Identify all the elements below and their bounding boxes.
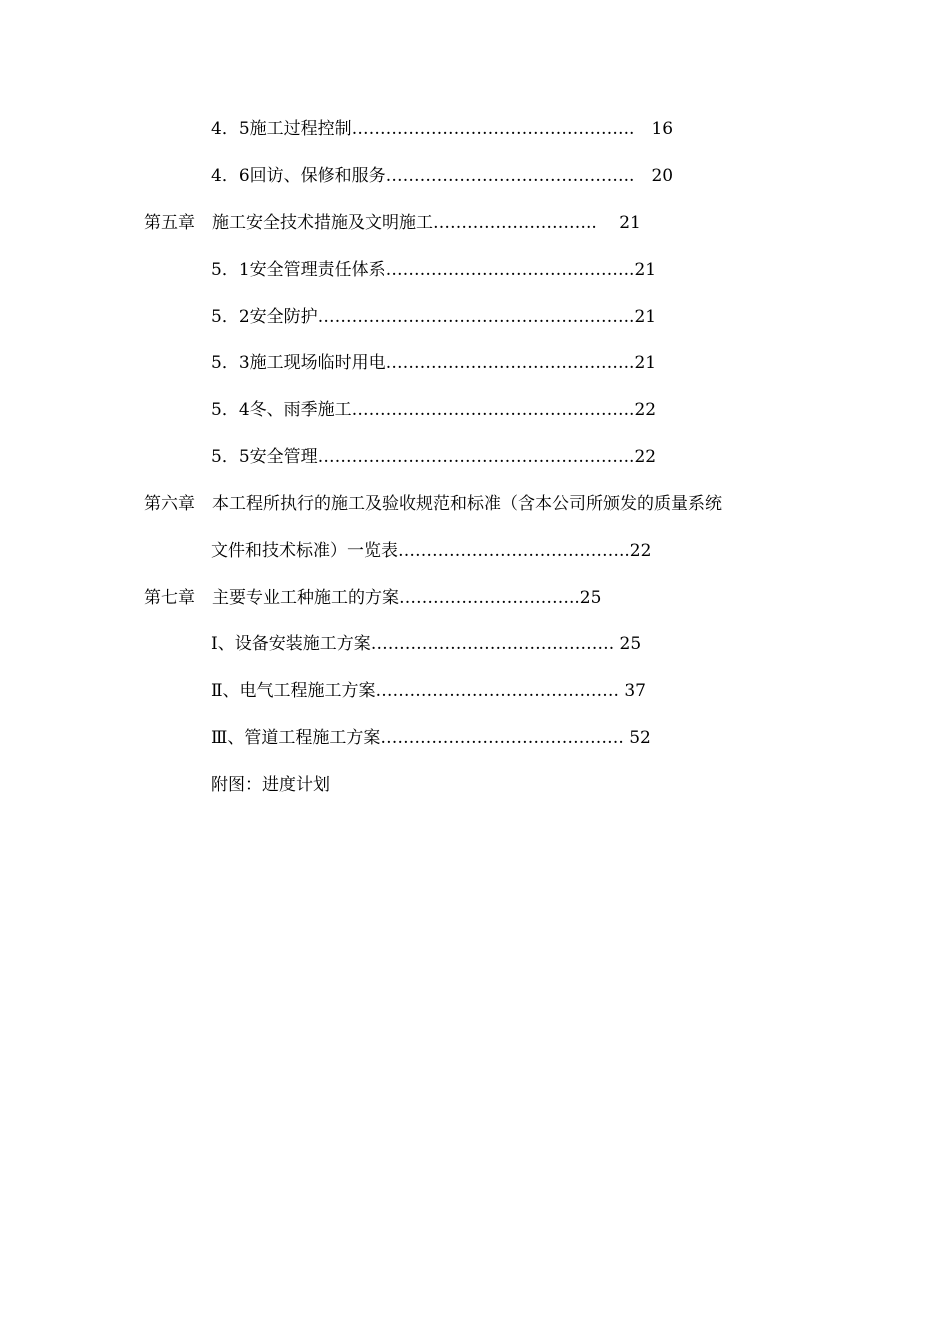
toc-entry-7-ii: Ⅱ、电气工程施工方案……………………………………. 37	[211, 681, 646, 701]
toc-chapter-5: 第五章 施工安全技术措施及文明施工……………………….. 21	[144, 213, 641, 233]
toc-entry-4-6: 4．6回访、保修和服务…………………………………….. 20	[211, 166, 674, 186]
toc-entry-5-2: 5．2安全防护………………………………………………..21	[211, 307, 657, 327]
toc-entry-5-1: 5．1安全管理责任体系……………………………………..21	[211, 260, 657, 280]
toc-chapter-6: 第六章 本工程所执行的施工及验收规范和标准（含本公司所颁发的质量系统	[144, 494, 722, 514]
toc-chapter-7: 第七章 主要专业工种施工的方案…………………………..25	[144, 588, 602, 608]
toc-chapter-6-continued: 文件和技术标准）一览表…………………………………..22	[211, 541, 652, 561]
toc-entry-5-3: 5．3施工现场临时用电……………………………………..21	[211, 353, 657, 373]
toc-entry-5-5: 5．5安全管理………………………………………………..22	[211, 447, 657, 467]
toc-appendix: 附图：进度计划	[211, 775, 330, 795]
toc-entry-7-i: Ⅰ、设备安装施工方案……………………………………. 25	[211, 634, 642, 654]
toc-entry-7-iii: Ⅲ、管道工程施工方案……………………………………. 52	[211, 728, 651, 748]
toc-entry-4-5: 4．5施工过程控制………………………………………….. 16	[211, 119, 674, 139]
toc-entry-5-4: 5．4冬、雨季施工…………………………………………..22	[211, 400, 657, 420]
